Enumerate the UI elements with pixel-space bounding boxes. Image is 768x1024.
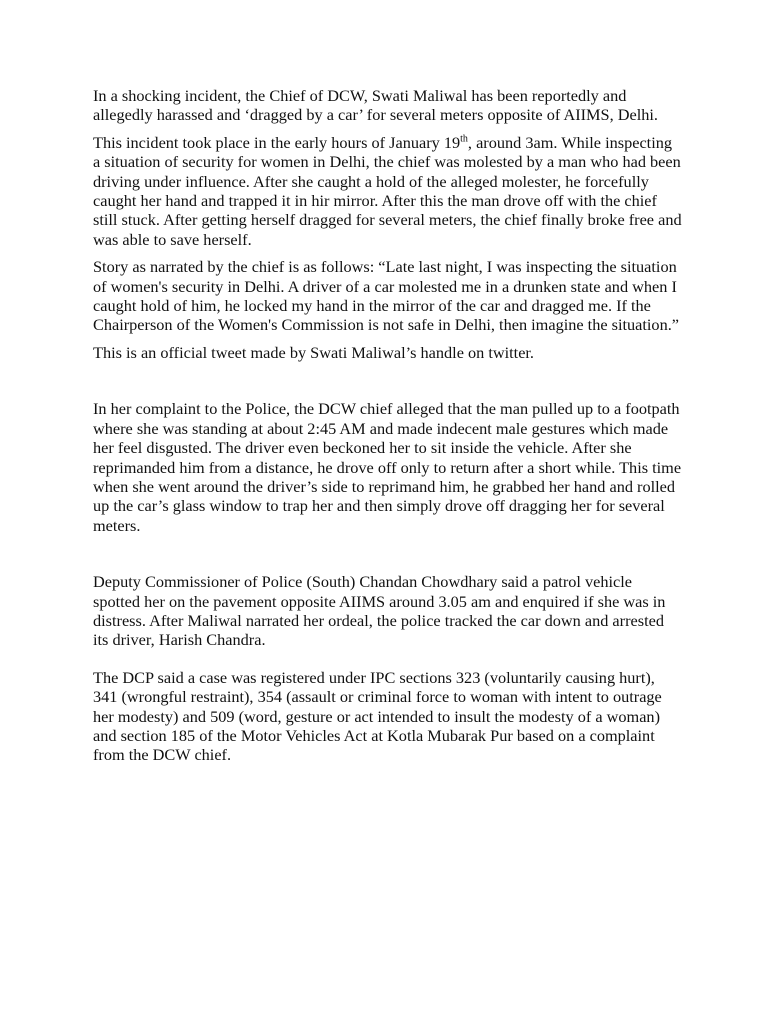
paragraph-incident-details xyxy=(93,133,683,249)
paragraph-gap xyxy=(93,650,683,668)
paragraph-ipc-sections: The DCP said a case was registered under IPC sections 323 (voluntarily causing hurt), 341 (wrongful restraint), 354 (assault or criminal force to woman with intent to outrage her modesty) and 509 (word, gesture or act intended to insult the modesty of a woman) and section 185 of the Motor Vehicles Act at Kotla Mubarak Pur based on a complaint from the DCW chief. xyxy=(93,667,662,765)
paragraph-gap xyxy=(93,125,683,133)
incident-date-text: This incident took place in the early hours of January 19 xyxy=(93,132,461,152)
document-body xyxy=(93,86,683,765)
paragraph-gap xyxy=(93,535,683,572)
paragraph-chief-narration: Story as narrated by the chief is as follows: “Late last night, I was inspecting the situation of women's security in Delhi. A driver of a car molested me in a drunken state and when I caught hold of him, he locked my hand in the mirror of the car and dragged me. If the Chairperson of the Women's Commission is not safe in Delhi, then imagine the situation.” xyxy=(93,257,680,335)
paragraph-incident-summary: In a shocking incident, the Chief of DCW, Swati Maliwal has been reportedly and allegedly harassed and ‘dragged by a car’ for several meters opposite of AIIMS, Delhi. xyxy=(93,86,658,125)
date-ordinal-superscript: th xyxy=(460,133,468,145)
paragraph-gap xyxy=(93,249,683,257)
incident-details-text: , around 3am. While inspecting a situation of security for women in Delhi, the chief was molested by a man who had been driving under influence. After she caught a hold of the alleged molester, he forcefully caught her hand and trapped it in hir mirror. After this the man drove off with the chief still stuck. After getting herself dragged for several meters, the chief finally broke free and was able to save herself. xyxy=(93,132,682,249)
paragraph-gap xyxy=(93,335,683,343)
paragraph-gap xyxy=(93,362,683,399)
paragraph-tweet-note: This is an official tweet made by Swati Maliwal’s handle on twitter. xyxy=(93,342,535,362)
paragraph-police-complaint: In her complaint to the Police, the DCW chief alleged that the man pulled up to a footpath where she was standing at about 2:45 AM and made indecent male gestures which made her feel disgusted. The driver even beckoned her to sit inside the vehicle. After she reprimanded him from a distance, he drove off only to return after a short while. This time when she went around the driver’s side to reprimand him, he grabbed her hand and rolled up the car’s glass window to trap her and then simply drove off dragging her for several meters. xyxy=(93,399,682,535)
paragraph-dcp-statement: Deputy Commissioner of Police (South) Chandan Chowdhary said a patrol vehicle spotted her on the pavement opposite AIIMS around 3.05 am and enquired if she was in distress. After Maliwal narrated her ordeal, the police tracked the car down and arrested its driver, Harish Chandra. xyxy=(93,572,666,650)
